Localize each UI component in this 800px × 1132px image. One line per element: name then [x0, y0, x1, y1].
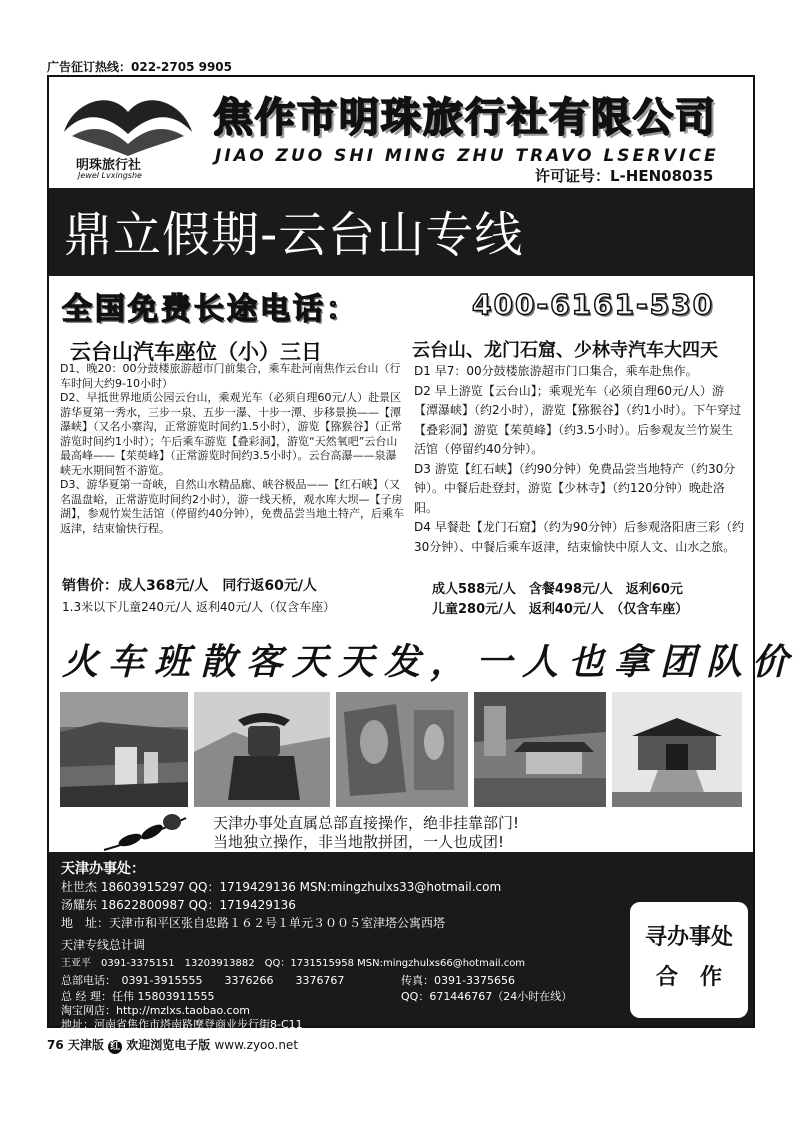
footer-text: 欢迎浏览电子版 — [126, 1038, 211, 1052]
partner-cta — [630, 902, 748, 1018]
free-phone-number[interactable]: 400-6161-530 — [472, 288, 715, 321]
pavilion-photo — [474, 692, 606, 807]
logo-text: 明珠旅行社 — [76, 158, 142, 173]
right-route-price: 成人588元/人 含餐498元/人 返利60元 — [432, 582, 683, 597]
left-route-title: 云台山汽车座位（小）三日 — [70, 340, 322, 364]
right-route-child-price: 儿童280元/人 返利40元/人 （仅含车座） — [432, 602, 689, 617]
itinerary-day: D3、游华夏第一奇峡，自然山水精品廊、峡谷极品——【红石峡】（又名温盘峪，正常游览时间约2小时），游一线天桥，观水库大坝—【子房湖】，参观竹炭生活馆（停留约40分钟），免费品尝当地土特产，后乘车返津，结束愉快行程。 — [60, 478, 404, 535]
itinerary-day: D4 早餐赴【龙门石窟】（约为90分钟）后参观洛阳唐三彩（约30分钟）、中餐后乘车返津，结束愉快中原人文、山水之旅。 — [414, 520, 744, 554]
grottoes-photo — [336, 692, 468, 807]
slogan: 火车班散客天天发，一人也拿团队价 — [62, 642, 799, 683]
contact-row: 王亚平 0391-3375151 13203913882 QQ：1731515958 MSN:mingzhulxs66@hotmail.com — [61, 958, 526, 969]
license-number: 许可证号：L-HEN08035 — [535, 167, 714, 185]
flower-decoration — [100, 810, 190, 855]
hq-address: 地址：河南省焦作市塔南路摩登商业步行街8-C11 — [61, 1018, 303, 1031]
left-route-price: 销售价：成人368元/人 同行返60元/人 — [62, 578, 317, 594]
notice-line: 当地独立操作，非当地散拼团，一人也成团! — [213, 833, 505, 851]
edition: 天津版 — [67, 1038, 104, 1052]
itinerary-day: D2 早上游览【云台山】；乘观光车（必须自理60元/人）游【潭瀑峡】（约2小时），游览【猕猴谷】（约1小时）。下午穿过【叠彩洞】游览【茱萸峰】（约3.5小时）。后参观友兰竹炭生活馆（停留约40分钟）。 — [414, 383, 742, 456]
left-route-itinerary — [60, 362, 405, 536]
dispatch-heading: 天津专线总计调 — [61, 938, 146, 952]
cta-line: 寻办事处 — [644, 925, 733, 950]
page-number: 76 — [47, 1038, 64, 1052]
company-logo — [58, 84, 198, 184]
temple-photo — [612, 692, 742, 807]
right-route-title: 云台山、龙门石窟、少林寺汽车大四天 — [412, 340, 718, 361]
right-route-itinerary — [414, 362, 744, 557]
edition-badge: 红 — [110, 1041, 121, 1052]
headquarters-phone: 总部电话： 0391-3915555 3376266 3376767 — [61, 974, 345, 987]
itinerary-day: D1、晚20：00分鼓楼旅游超市门前集合，乘车赴河南焦作云台山（行车时间大约9-10小时） — [60, 362, 401, 390]
free-phone-label: 全国免费长途电话： — [62, 292, 359, 327]
contact-address: 地 址：天津市和平区张自忠路１６２号１单元３００５室津塔公寓西塔 — [61, 916, 446, 930]
notice — [213, 814, 519, 852]
itinerary-day: D3 游览【红石峡】（约90分钟）免费品尝当地特产（约30分钟）。中餐后赴登封，游览【少林寺】（约120分钟）晚赴洛阳。 — [414, 461, 736, 515]
logo-subtext: Jewel Lvxingshe — [78, 171, 142, 180]
general-manager: 总 经 理：任伟 15803911555 — [61, 990, 215, 1003]
manager-qq: QQ：671446767（24小时在线） — [401, 990, 573, 1003]
left-route-child-price: 1.3米以下儿童240元/人 返利40元/人（仅含车座） — [62, 600, 336, 614]
cta-line: 合 作 — [655, 965, 722, 990]
itinerary-day: D2、早抵世界地质公园云台山，乘观光车（必须自理60元/人）赴景区游华夏第一秀水，三步一泉、五步一瀑、十步一潭、步移景换——【潭瀑峡】（又名小寨沟，正常游览时间约1.5小时），游览【猕猴谷】（正常游览时间约1小时）；午后乘车游览【叠彩洞】，游览“天然氧吧”云台山最高峰——【茱萸峰】（正常游览时间约3.5小时）。云台高瀑——泉瀑峡无水期间暂不游览。 — [60, 391, 402, 477]
fax: 传真：0391-3375656 — [401, 974, 515, 987]
flower-icon — [100, 810, 190, 855]
page-footer — [47, 1036, 298, 1054]
statue-photo — [194, 692, 330, 807]
footer-url[interactable]: www.zyoo.net — [214, 1038, 299, 1052]
itinerary-day: D1 早7：00分鼓楼旅游超市门口集合，乘车赴焦作。 — [414, 364, 698, 378]
notice-line: 天津办事处直属总部直接操作，绝非挂靠部门! — [213, 814, 520, 832]
banner-title: 鼎立假期-云台山专线 — [64, 207, 524, 263]
contact-heading: 天津办事处： — [61, 861, 145, 877]
taobao-link[interactable]: 淘宝网店：http://mzlxs.taobao.com — [61, 1004, 251, 1017]
contact-row: 杜世杰 18603915297 QQ：1719429136 MSN:mingzhulxs33@hotmail.com — [61, 880, 502, 894]
contact-row: 汤耀东 18622800987 QQ：1719429136 — [61, 898, 296, 912]
waterfall-photo — [60, 692, 188, 807]
ad-hotline: 广告征订热线：022-2705 9905 — [47, 60, 233, 74]
company-name: 焦作市明珠旅行社有限公司 — [213, 95, 717, 141]
company-english-name: JIAO ZUO SHI MING ZHU TRAVO LSERVICE — [215, 146, 719, 166]
